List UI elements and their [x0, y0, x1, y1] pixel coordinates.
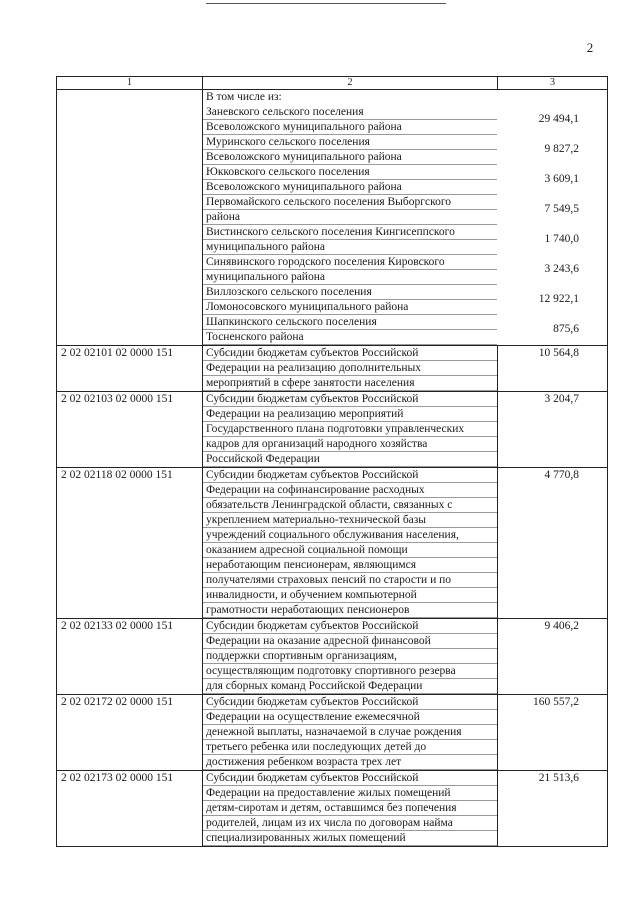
text-line: инвалидности, и обучением компьютерной: [206, 589, 417, 601]
amount-value: 4 770,8: [544, 469, 579, 481]
amount-value: 9 406,2: [544, 620, 579, 632]
text-line: Вистинского сельского поселения Кингисеппского: [206, 226, 455, 238]
text-line: Юкковского сельского поселения: [206, 166, 370, 178]
revenue-code-cell: 2 02 02172 02 0000 151: [57, 695, 203, 771]
including-item-amount: 12 922,1: [538, 293, 579, 305]
revenue-code-cell: 2 02 02173 02 0000 151: [57, 771, 203, 847]
text-line: Субсидии бюджетам субъектов Российской: [206, 469, 419, 481]
text-line: Шапкинского сельского поселения: [206, 316, 377, 328]
description-cell: [203, 468, 498, 619]
text-line: Федерации на оказание адресной финансовой: [206, 635, 431, 647]
including-item-amount: 3 609,1: [544, 173, 579, 185]
including-item: [203, 105, 607, 135]
text-line: грамотности неработающих пенсионеров: [206, 604, 410, 616]
including-item-text: [203, 255, 497, 285]
text-line: достижения ребенком возраста трех лет: [206, 756, 402, 768]
description-text: [203, 468, 497, 618]
table-row: [57, 346, 608, 392]
amount-cell: [498, 392, 608, 468]
text-line: Государственного плана подготовки управленческих: [206, 423, 465, 435]
amount-cell: [498, 695, 608, 771]
description-text: [203, 346, 497, 391]
text-line: учреждений социального обслуживания населения,: [206, 529, 459, 541]
including-item-amount: 1 740,0: [544, 233, 579, 245]
text-line: Заневского сельского поселения: [206, 106, 364, 118]
text-line: мероприятий в сфере занятости населения: [206, 377, 415, 389]
including-item: [203, 225, 607, 255]
column-3-header: 3: [498, 77, 608, 90]
text-line: Всеволожского муниципального района: [206, 121, 402, 133]
text-line: Тосненского района: [206, 331, 304, 343]
revenue-code-cell: 2 02 02133 02 0000 151: [57, 619, 203, 695]
text-line: Субсидии бюджетам субъектов Российской: [206, 772, 419, 784]
text-line: Российской Федерации: [206, 453, 320, 465]
text-line: родителей, лицам из их числа по договорам найма: [206, 817, 453, 829]
revenue-code-cell: 2 02 02101 02 0000 151: [57, 346, 203, 392]
description-cell: [203, 771, 498, 847]
including-item-text: [203, 285, 497, 315]
including-item-text: [203, 315, 497, 345]
text-line: детям-сиротам и детям, оставшимся без попечения: [206, 802, 457, 814]
including-item-text: [203, 165, 497, 195]
table-row: [57, 392, 608, 468]
including-item-amount: 875,6: [553, 323, 579, 335]
text-line: Федерации на реализацию дополнительных: [206, 362, 421, 374]
text-line: укреплением материально-технической базы: [206, 514, 427, 526]
description-text: [203, 619, 497, 694]
table-row: [57, 771, 608, 847]
including-item: [203, 315, 607, 345]
including-detail-cell: [203, 90, 608, 346]
text-line: района: [206, 211, 241, 223]
including-row: [57, 90, 608, 346]
text-line: кадров для организаций народного хозяйства: [206, 438, 428, 450]
amount-cell: [498, 771, 608, 847]
description-cell: [203, 392, 498, 468]
table-body: [57, 90, 608, 847]
including-item-text: [203, 195, 497, 225]
revenue-code-cell: 2 02 02103 02 0000 151: [57, 392, 203, 468]
text-line: Виллозского сельского поселения: [206, 286, 372, 298]
amount-cell: [498, 619, 608, 695]
description-text: [203, 392, 497, 467]
including-item: [203, 195, 607, 225]
amount-cell: [498, 468, 608, 619]
column-1-header: 1: [57, 77, 203, 90]
text-line: неработающим пенсионерам, являющимся: [206, 559, 417, 571]
text-line: Федерации на софинансирование расходных: [206, 484, 425, 496]
including-item-text: [203, 135, 497, 165]
text-line: третьего ребенка или последующих детей до: [206, 741, 427, 753]
including-item-amount: 29 494,1: [538, 113, 579, 125]
text-line: получателями страховых пенсий по старости и по: [206, 574, 451, 586]
column-2-header: 2: [203, 77, 498, 90]
text-line: обязательств Ленинградской области, связанных с: [206, 499, 453, 511]
text-line: Всеволожского муниципального района: [206, 151, 402, 163]
text-line: Всеволожского муниципального района: [206, 181, 402, 193]
description-cell: [203, 695, 498, 771]
text-line: муниципального района: [206, 271, 325, 283]
text-line: поддержки спортивным организациям,: [206, 650, 397, 662]
table-row: [57, 619, 608, 695]
including-item-amount: 3 243,6: [544, 263, 579, 275]
amount-value: 10 564,8: [538, 347, 579, 359]
budget-revenue-table: [56, 76, 608, 847]
text-line: осуществляющим подготовку спортивного резерва: [206, 665, 456, 677]
text-line: Синявинского городского поселения Кировского: [206, 256, 445, 268]
including-item: [203, 285, 607, 315]
including-item-text: [203, 105, 497, 135]
text-line: Федерации на предоставление жилых помещений: [206, 787, 451, 799]
including-item: [203, 165, 607, 195]
text-line: Федерации на реализацию мероприятий: [206, 408, 404, 420]
text-line: Субсидии бюджетам субъектов Российской: [206, 393, 419, 405]
text-line: Муринского сельского поселения: [206, 136, 370, 148]
amount-value: 3 204,7: [544, 393, 579, 405]
text-line: Федерации на осуществление ежемесячной: [206, 711, 420, 723]
including-item-amount: 9 827,2: [544, 143, 579, 155]
including-items-list: [203, 105, 607, 345]
description-cell: [203, 346, 498, 392]
text-line: денежной выплаты, назначаемой в случае рождения: [206, 726, 462, 738]
text-line: Субсидии бюджетам субъектов Российской: [206, 347, 419, 359]
description-text: [203, 771, 497, 846]
including-item: [203, 255, 607, 285]
text-line: муниципального района: [206, 241, 325, 253]
text-line: Субсидии бюджетам субъектов Российской: [206, 620, 419, 632]
text-line: Ломоносовского муниципального района: [206, 301, 409, 313]
table-header-row: [57, 77, 608, 90]
including-item-amount: 7 549,5: [544, 203, 579, 215]
description-text: [203, 695, 497, 770]
text-line: оказанием адресной социальной помощи: [206, 544, 408, 556]
revenue-code-cell: 2 02 02118 02 0000 151: [57, 468, 203, 619]
amount-cell: [498, 346, 608, 392]
page-number: 2: [586, 40, 594, 55]
including-item-text: [203, 225, 497, 255]
text-line: Субсидии бюджетам субъектов Российской: [206, 696, 419, 708]
text-line: для сборных команд Российской Федерации: [206, 680, 423, 692]
top-edge-rule: [206, 3, 446, 4]
description-cell: [203, 619, 498, 695]
table-row: [57, 468, 608, 619]
amount-value: 160 557,2: [533, 696, 579, 708]
table-row: [57, 695, 608, 771]
including-code-cell: [57, 90, 203, 346]
including-title: В том числе из:: [206, 91, 282, 103]
including-item: [203, 135, 607, 165]
text-line: Первомайского сельского поселения Выборгского: [206, 196, 452, 208]
text-line: специализированных жилых помещений: [206, 832, 406, 844]
amount-value: 21 513,6: [538, 772, 579, 784]
